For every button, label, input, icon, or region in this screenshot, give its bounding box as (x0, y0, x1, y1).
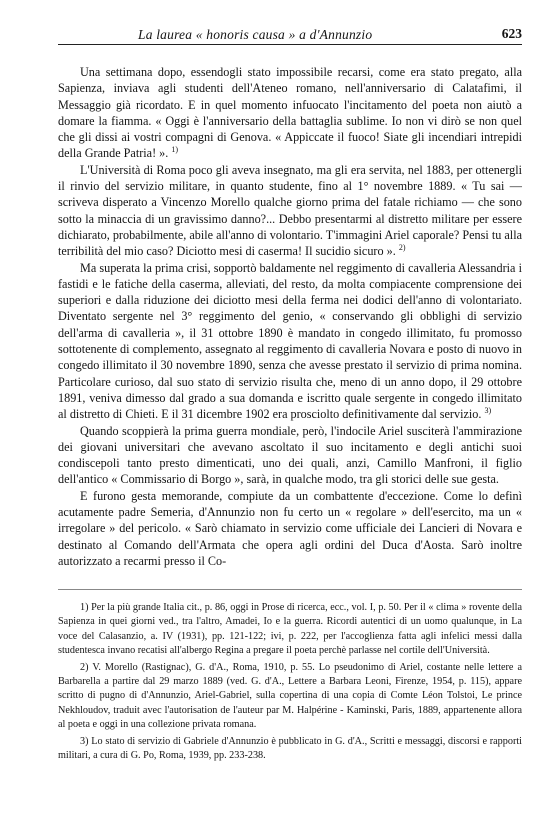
footnote-ref: 3) (484, 406, 492, 416)
footnotes (58, 601, 522, 765)
paragraph: Una settimana dopo, essendogli stato impossibile recarsi, come era stato pregato, alla Sapienza, inviava agli studenti dell'Ateneo romano, nell'anniversario di Calatafimi, il Messaggio già ricordato. E in quel momento infuocato l'incitamento del poeta non aiutò a domare la fiamma. « Oggi è l'anniversario della battaglia sublime. Io non vi dirò se non quel che gli dissi ai vostri compagni di Genova. « Appiccate il fuoco! Siate gli incendiari intrepidi della Grande Patria! ». $^{1)}$ (58, 65, 522, 161)
running-title: La laurea « honoris causa » a d'Annunzio (138, 27, 373, 42)
footnote-ref: 2) (398, 243, 406, 253)
paragraph: L'Università di Roma poco gli aveva insegnato, ma gli era servita, nel 1883, per ottenergli il rinvio del servizio militare, in quanto studente, fino al 1° novembre 1889. « Tu sai — scriveva disperato a Vincenzo Morello qualche giorno prima del fatale richiamo — che sono sotto la minaccia di un gravissimo danno?... Debbo presentarmi al distretto militare per essere dichiarato, probabilmente, abile all'anno di volontario. T'immagini Ariel caporale? Pensi tu alla terribilità del mio caso? Diciotto mesi di caserma! Il sucidio sicuro ». $^{2)}$ (58, 162, 522, 259)
page-header (58, 22, 522, 45)
footnote: 1) Per la più grande Italia cit., p. 86, oggi in Prose di ricerca, ecc., vol. I, p. 50. Per il « clima » rovente della Sapienza in quei giorni ved., tra l'altro, Amadei, Io e la guerra. Ricordi autentici di un uomo qualunque, in La voce del Calasanzio, a. IV (1931), pp. 121-122; ivi, p. 222, per l'accoglienza fatta agli infelici messi dalla studentesca invano recatisi all'albergo Regina a pregare il poeta perchè parlasse nel cortile dell'Università. (58, 602, 522, 657)
body-text (58, 64, 522, 569)
footnote: 3) Lo stato di servizio di Gabriele d'Annunzio è pubblicato in G. d'A., Scritti e messaggi, discorsi e rapporti militari, a cura di G. Po, Roma, 1939, pp. 233-238. (58, 735, 522, 762)
page-number: 623 (501, 26, 522, 41)
footnote: 2) V. Morello (Rastignac), G. d'A., Roma, 1910, p. 55. Lo pseudonimo di Ariel, costante nelle lettere a Barbarella a partire dal 29 marzo 1889 (ved. G. d'A., Lettere a Barbara Leoni, Firenze, 1954, p. 115), appare scritto di pugno di d'Annunzio, Ariel-Gabriel, sulla copertina di una copia di Comte Léon Tolstoi, Le prince Nekhloudov, traduit avec l'autorisation de l'auteur par M. Halpérine - Kaminski, Paris, 1889, appartenente allora al poeta e oggi in una collezione privata romana. (58, 661, 522, 731)
footnote-ref: 1) (171, 145, 179, 155)
paragraph: Quando scoppierà la prima guerra mondiale, però, l'indocile Ariel susciterà l'ammirazione dei giovani universitari che avevano ascoltato il suo incitamento e degli antichi suoi condiscepoli tanto presto dimenticati, uno dei quali, anzi, Camillo Manfroni, il figlio dell'antico « Commissario di Borgo », sarà, in qualche modo, tra gli storici delle sue gesta. (58, 423, 522, 487)
footnote-divider (58, 589, 522, 590)
paragraph: Ma superata la prima crisi, sopportò baldamente nel reggimento di cavalleria Alessandria i fastidi e le fatiche della caserma, alleviati, del resto, da molta compiacente comprensione dei superiori e dalla riduzione dei diciotto mesi della ferma nei dodici dell'anno di volontariato. Diventato sergente nel 3° reggimento del genio, « conservando gli obblighi di servizio dell'arma di cavalleria », il 31 ottobre 1890 è mandato in congedo illimitato, fu promosso sottotenente di complemento, assegnato al reggimento di cavalleria Novara e posto di nuovo in congedo illimitato il 30 novembre 1890, senza che avesse prestato il servizio di prima nomina. Particolare curioso, dal suo stato di servizio risulta che, meno di un anno dopo, il 29 ottobre 1891, veniva dimesso dal grado a sua domanda e iscritto quale sergente in congedo illimitato al distretto di Chieti. E il 31 dicembre 1902 era prosciolto definitivamente dal servizio. $^{3)}$ (58, 260, 522, 422)
paragraph: E furono gesta memorande, compiute da un combattente d'eccezione. Come lo definì acutamente padre Semeria, d'Annunzio non fu certo un « regolare » dell'esercito, ma un « irregolare » del pericolo. « Sarò chiamato in servizio come ufficiale dei Lancieri di Novara e destinato al Comando dell'Armata che opera agli ordini del Duca d'Aosta. Sarò inoltre autorizzato a recarmi presso il Co- (58, 488, 522, 568)
